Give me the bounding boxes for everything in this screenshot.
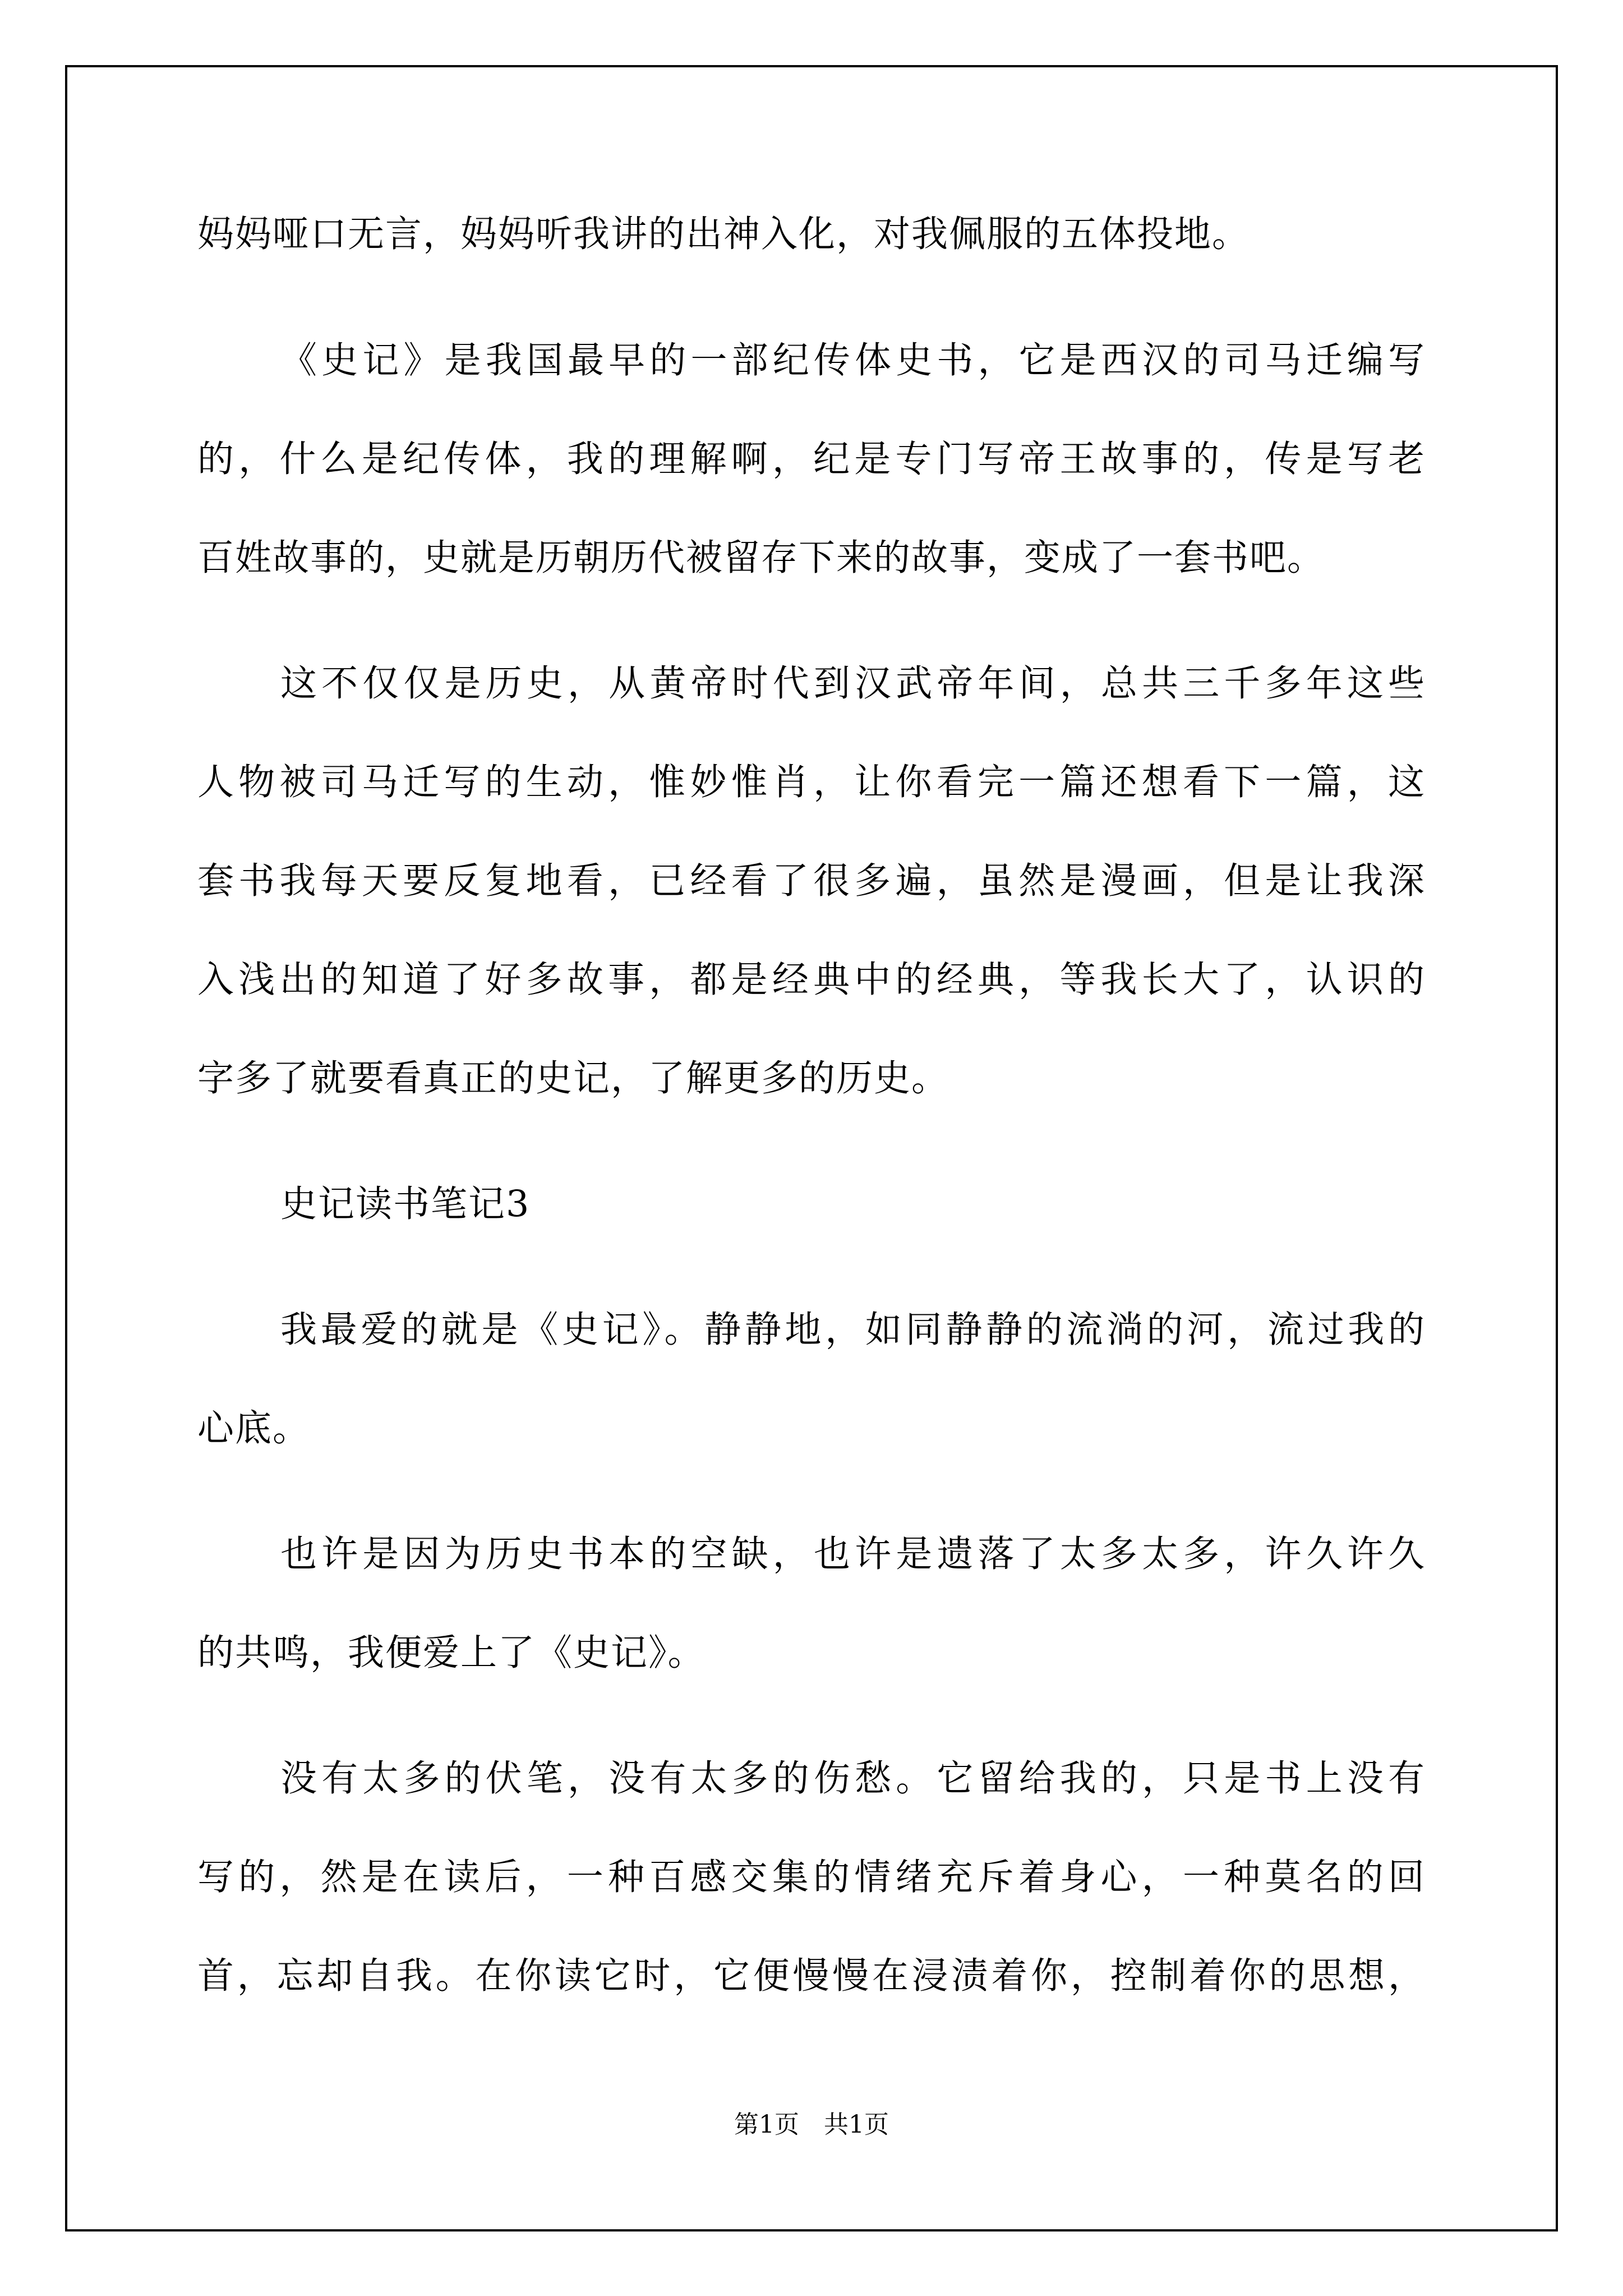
paragraph-line: 没有太多的伏笔，没有太多的伤愁。它留给我的，只是书上没有 <box>280 1757 1426 1800</box>
page-footer: 第1页 共1页 <box>734 2110 889 2139</box>
paragraph-line: 妈妈哑口无言，妈妈听我讲的出神入化，对我佩服的五体投地。 <box>197 213 1250 255</box>
paragraph-line: 这不仅仅是历史，从黄帝时代到汉武帝年间，总共三千多年这些 <box>280 662 1426 705</box>
paragraph-line: 写的，然是在读后，一种百感交集的情绪充斥着身心，一种莫名的回 <box>197 1856 1426 1898</box>
section-heading: 史记读书笔记3 <box>280 1183 531 1225</box>
paragraph-line: 的，什么是纪传体，我的理解啊，纪是专门写帝王故事的，传是写老 <box>197 438 1426 480</box>
paragraph-line: 首，忘却自我。在你读它时，它便慢慢在浸渍着你，控制着你的思想， <box>197 1955 1426 1997</box>
paragraph-line: 的共鸣，我便爱上了《史记》。 <box>197 1632 706 1674</box>
paragraph-line: 套书我每天要反复地看，已经看了很多遍，虽然是漫画，但是让我深 <box>197 860 1426 902</box>
page-border <box>65 65 1558 2231</box>
paragraph-line: 《史记》是我国最早的一部纪传体史书，它是西汉的司马迁编写 <box>280 339 1426 381</box>
paragraph-line: 也许是因为历史书本的空缺，也许是遗落了太多太多，许久许久 <box>280 1533 1426 1575</box>
paragraph-line: 字多了就要看真正的史记，了解更多的历史。 <box>197 1057 949 1099</box>
paragraph-line: 我最爱的就是《史记》。静静地，如同静静的流淌的河，流过我的 <box>280 1309 1426 1351</box>
paragraph-line: 人物被司马迁写的生动，惟妙惟肖，让你看完一篇还想看下一篇，这 <box>197 761 1426 803</box>
paragraph-line: 入浅出的知道了好多故事，都是经典中的经典，等我长大了，认识的 <box>197 959 1426 1001</box>
paragraph-line: 百姓故事的，史就是历朝历代被留存下来的故事，变成了一套书吧。 <box>197 537 1325 579</box>
paragraph-line: 心底。 <box>197 1407 311 1450</box>
